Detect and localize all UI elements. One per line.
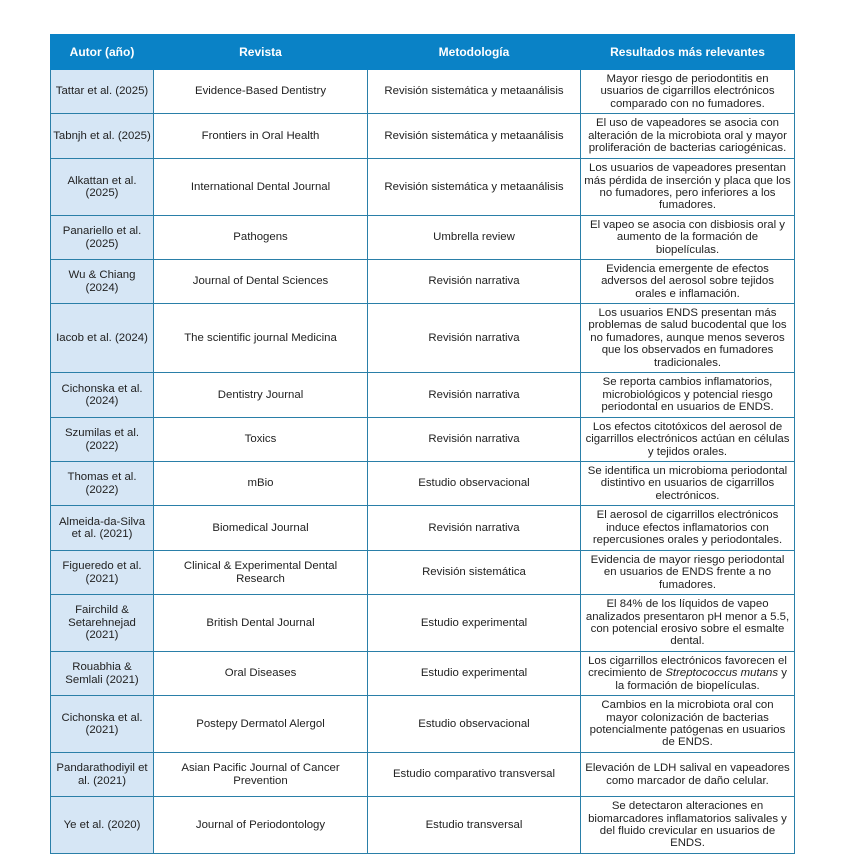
- result-cell: El 84% de los líquidos de vapeo analizados presentaron pH menor a 5.5, con potencial erosivo sobre el esmalte dental.: [581, 595, 795, 652]
- method-cell: Estudio experimental: [368, 652, 581, 696]
- author-cell: Panariello et al. (2025): [51, 216, 154, 260]
- result-cell: Mayor riesgo de periodontitis en usuarios de cigarrillos electrónicos comparado con no fumadores.: [581, 70, 795, 114]
- header-row: [51, 35, 795, 70]
- journal-cell: Dentistry Journal: [154, 373, 368, 418]
- method-cell: Revisión sistemática y metaanálisis: [368, 159, 581, 216]
- author-cell: Alkattan et al. (2025): [51, 159, 154, 216]
- method-cell: Revisión narrativa: [368, 506, 581, 551]
- author-cell: Cichonska et al. (2021): [51, 696, 154, 753]
- journal-cell: mBio: [154, 462, 368, 506]
- method-cell: Estudio comparativo transversal: [368, 753, 581, 797]
- author-cell: Rouabhia & Semlali (2021): [51, 652, 154, 696]
- result-cell: Los usuarios de vapeadores presentan más pérdida de inserción y placa que los no fumadores, pero inferiores a los fumadores.: [581, 159, 795, 216]
- author-cell: Wu & Chiang (2024): [51, 260, 154, 304]
- method-cell: Estudio observacional: [368, 696, 581, 753]
- table-row: [51, 159, 795, 216]
- result-cell: Los usuarios ENDS presentan más problemas de salud bucodental que los no fumadores, aunque menos severos que los observados en fumadores tradicionales.: [581, 304, 795, 373]
- table-row: [51, 114, 795, 159]
- journal-cell: Oral Diseases: [154, 652, 368, 696]
- journal-cell: The scientific journal Medicina: [154, 304, 368, 373]
- journal-cell: Journal of Periodontology: [154, 797, 368, 854]
- journal-cell: Evidence-Based Dentistry: [154, 70, 368, 114]
- result-cell: Se detectaron alteraciones en biomarcadores inflamatorios salivales y del fluido crevicular en usuarios de ENDS.: [581, 797, 795, 854]
- author-cell: Pandarathodiyil et al. (2021): [51, 753, 154, 797]
- result-cell: Los efectos citotóxicos del aerosol de cigarrillos electrónicos actúan en células y tejidos orales.: [581, 418, 795, 462]
- journal-cell: Toxics: [154, 418, 368, 462]
- author-cell: Ye et al. (2020): [51, 797, 154, 854]
- table-row: [51, 216, 795, 260]
- author-cell: Fairchild & Setarehnejad (2021): [51, 595, 154, 652]
- result-cell: Se reporta cambios inflamatorios, microbiológicos y potencial riesgo periodontal en usuarios de ENDS.: [581, 373, 795, 418]
- method-cell: Revisión narrativa: [368, 418, 581, 462]
- table-row: [51, 418, 795, 462]
- result-text: y la formación de biopelículas.: [615, 667, 787, 692]
- method-cell: Revisión narrativa: [368, 260, 581, 304]
- header-journal: Revista: [154, 35, 368, 70]
- journal-cell: Journal of Dental Sciences: [154, 260, 368, 304]
- header-method: Metodología: [368, 35, 581, 70]
- result-cell: [581, 652, 795, 696]
- table-row: [51, 260, 795, 304]
- author-cell: Figueredo et al. (2021): [51, 551, 154, 595]
- table-row: [51, 652, 795, 696]
- result-cell: Evidencia de mayor riesgo periodontal en usuarios de ENDS frente a no fumadores.: [581, 551, 795, 595]
- table-row: [51, 462, 795, 506]
- method-cell: Estudio transversal: [368, 797, 581, 854]
- result-text: Los cigarrillos electrónicos favorecen el crecimiento de: [588, 654, 787, 680]
- journal-cell: British Dental Journal: [154, 595, 368, 652]
- journal-cell: Biomedical Journal: [154, 506, 368, 551]
- result-cell: El aerosol de cigarrillos electrónicos induce efectos inflamatorios con repercusiones orales y periodontales.: [581, 506, 795, 551]
- journal-cell: Postepy Dermatol Alergol: [154, 696, 368, 753]
- table-row: [51, 696, 795, 753]
- journal-cell: Pathogens: [154, 216, 368, 260]
- author-cell: Almeida-da-Silva et al. (2021): [51, 506, 154, 551]
- header-author: Autor (año): [51, 35, 154, 70]
- table-row: [51, 70, 795, 114]
- method-cell: Revisión narrativa: [368, 304, 581, 373]
- journal-cell: Clinical & Experimental Dental Research: [154, 551, 368, 595]
- author-cell: Tabnjh et al. (2025): [51, 114, 154, 159]
- table-row: [51, 373, 795, 418]
- table-row: [51, 797, 795, 854]
- literature-table: [50, 34, 795, 854]
- table-row: [51, 304, 795, 373]
- method-cell: Revisión sistemática: [368, 551, 581, 595]
- result-cell: El vapeo se asocia con disbiosis oral y aumento de la formación de biopelículas.: [581, 216, 795, 260]
- result-cell: Elevación de LDH salival en vapeadores como marcador de daño celular.: [581, 753, 795, 797]
- result-cell: El uso de vapeadores se asocia con alteración de la microbiota oral y mayor proliferación de bacterias cariogénicas.: [581, 114, 795, 159]
- table-row: [51, 595, 795, 652]
- journal-cell: Frontiers in Oral Health: [154, 114, 368, 159]
- author-cell: Tattar et al. (2025): [51, 70, 154, 114]
- table-row: [51, 753, 795, 797]
- result-cell: Cambios en la microbiota oral con mayor colonización de bacterias potencialmente patógenas en usuarios de ENDS.: [581, 696, 795, 753]
- result-cell: Evidencia emergente de efectos adversos del aerosol sobre tejidos orales e inflamación.: [581, 260, 795, 304]
- result-cell: Se identifica un microbioma periodontal distintivo en usuarios de cigarrillos electrónicos.: [581, 462, 795, 506]
- author-cell: Thomas et al. (2022): [51, 462, 154, 506]
- method-cell: Estudio observacional: [368, 462, 581, 506]
- species-name: Streptococcus mutans: [665, 667, 779, 680]
- journal-cell: International Dental Journal: [154, 159, 368, 216]
- table-row: [51, 506, 795, 551]
- method-cell: Revisión sistemática y metaanálisis: [368, 114, 581, 159]
- method-cell: Revisión narrativa: [368, 373, 581, 418]
- table-row: [51, 551, 795, 595]
- author-cell: Iacob et al. (2024): [51, 304, 154, 373]
- author-cell: Cichonska et al. (2024): [51, 373, 154, 418]
- header-results: Resultados más relevantes: [581, 35, 795, 70]
- method-cell: Estudio experimental: [368, 595, 581, 652]
- author-cell: Szumilas et al. (2022): [51, 418, 154, 462]
- method-cell: Umbrella review: [368, 216, 581, 260]
- method-cell: Revisión sistemática y metaanálisis: [368, 70, 581, 114]
- journal-cell: Asian Pacific Journal of Cancer Prevention: [154, 753, 368, 797]
